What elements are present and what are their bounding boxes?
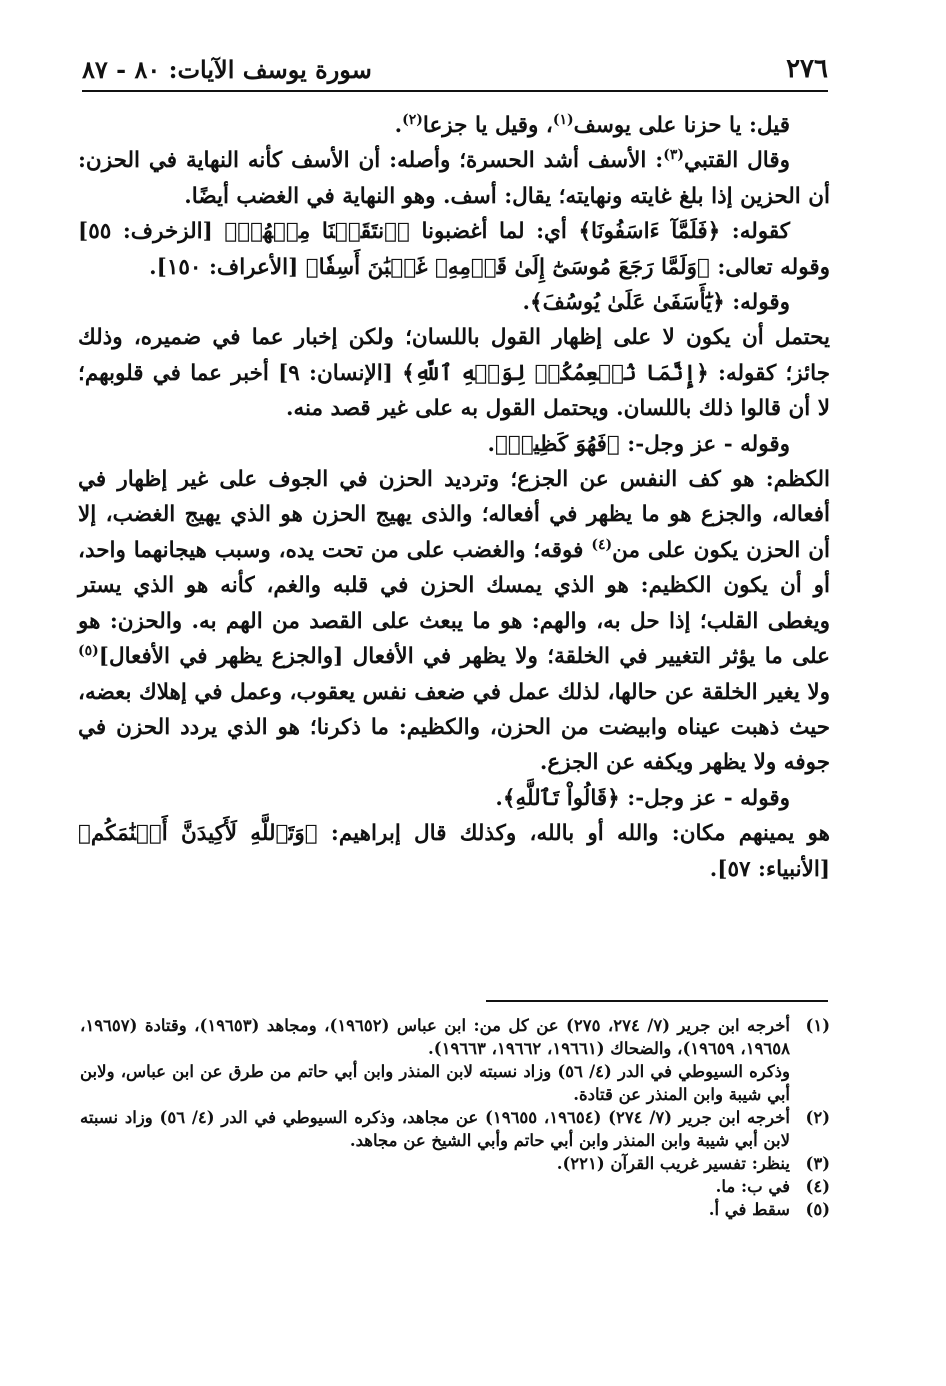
page-number: ٢٧٦ <box>786 54 828 84</box>
footnote-ref[interactable]: (٢) <box>402 111 423 128</box>
text-run: هو يمينهم مكان: والله أو بالله، وكذلك قال إبراهيم: <box>317 821 830 847</box>
paragraph <box>78 816 830 887</box>
paragraph <box>78 462 830 781</box>
text-run: . <box>394 113 403 138</box>
footnote-ref[interactable]: (١) <box>552 111 574 128</box>
text-run: [الإنسان: ٩] أخبر عما في قلوبهم؛ لا أن قالوا ذلك باللسان. ويحتمل القول به على غير قصد منه. <box>78 360 830 422</box>
quran-quote: ﴿ٱنتَقَمۡنَا مِنۡهُمۡ﴾ <box>224 219 410 245</box>
text-run: فوقه؛ والغضب على من تحت يده، وسبب هيجانهما واحد، أو أن يكون الكظيم: هو الذي يمسك الحزن في قلبه والغم، كأنه هو الذي يستر ويغطى القلب؛ إذا حل به، والهم: هو ما يبعث على القصد من الهم به. والحزن: هو على ما يؤثر التغيير في الخلقة؛ ولا يظهر في الأفعال [والجزع يظهر في الأفعال] <box>78 537 830 670</box>
footnote-ref[interactable]: (٣) <box>663 147 684 164</box>
footnote-text: في ب: ما. <box>715 1177 790 1196</box>
footnote-text: سقط في أ. <box>708 1200 790 1219</box>
footnotes <box>80 1014 830 1221</box>
footnote-number: (٣) <box>805 1154 830 1173</box>
paragraph <box>78 108 830 143</box>
footnote-number: (٢) <box>805 1108 830 1127</box>
text-run: : الأسف أشد الحسرة؛ وأصله: أن الأسف كأنه النهاية في الحزن: أن الحزين إذا بلغ غايته ونهايته؛ يقال: أسف. وهو النهاية في الغضب أيضًا. <box>78 148 830 209</box>
text-run: قيل: يا حزنا على يوسف <box>573 113 790 138</box>
quran-quote: ﴿فَهُوَ كَظِيمٞ﴾ <box>495 431 620 457</box>
footnote-ref[interactable]: (٥) <box>78 642 99 659</box>
paragraph <box>78 781 830 816</box>
quran-quote: ﴿قَالُواْ تَٱللَّهِ﴾ <box>502 785 620 811</box>
paragraph <box>78 214 830 285</box>
text-run: كقوله: <box>720 219 791 245</box>
quran-quote: ﴿وَتَٱللَّهِ لَأَكِيدَنَّ أَصۡنَٰمَكُم﴾ <box>78 821 318 847</box>
text-run: الكظم: هو كف النفس عن الجزع؛ وترديد الحزن في الجوف على غير إظهار في أفعاله، والجزع هو ما يظهر في أفعاله؛ والذى يهيج الحزن هو الذي يهيج الغضب، إلا أن الحزن يكون على من <box>78 467 830 563</box>
footnote-text: أخرجه ابن جرير (٧/ ٢٧٤) (١٩٦٥٤، ١٩٦٥٥) عن مجاهد، وذكره السيوطي في الدر (٤/ ٥٦) وزاد نسبته لابن أبي شيبة وابن المنذر وابن أبي حاتم وأبي الشيخ عن مجاهد. <box>80 1108 790 1150</box>
quran-quote: ﴿فَلَمَّآ ءَاسَفُونَا﴾ <box>578 219 721 245</box>
paragraph <box>78 285 830 320</box>
footnote-number: (٤) <box>805 1177 830 1196</box>
quran-quote: ﴿إِنَّمَا نُطۡعِمُكُمۡ لِوَجۡهِ ٱللَّهِ﴾ <box>402 360 709 386</box>
text-run: ولا يغير الخلقة عن حالها، لذلك عمل في ضعف نفس يعقوب، وعمل في إهلاك بعضه، حيث ذهبت عيناه وابيضت من الحزن، والكظيم: ما ذكرنا؛ هو الذي يردد الحزن في جوفه ولا يظهر ويكفه عن الجزع. <box>78 679 830 776</box>
text-run: . <box>495 785 503 811</box>
surah-title: سورة يوسف الآيات: ٨٠ - ٨٧ <box>82 55 372 84</box>
text-run: [الأعراف: ١٥٠]. <box>149 254 306 280</box>
text-run: ، وقيل يا جزعا <box>422 113 553 138</box>
paragraph <box>78 143 830 214</box>
footnote-ref[interactable]: (٤) <box>591 536 613 553</box>
text-run: أي: لما أغضبونا <box>409 219 579 245</box>
main-text <box>78 108 830 887</box>
footnote-continuation: وذكره السيوطي في الدر (٤/ ٥٦) وزاد نسبته لابن المنذر وابن أبي حاتم من طرق عن ابن عباس، ولابن أبي شيبة وابن المنذر عن قتادة. <box>80 1062 790 1104</box>
footnote <box>80 1106 830 1152</box>
text-run: [الزخرف: ٥٥] وقوله تعالى: <box>78 219 830 280</box>
footnote <box>80 1198 830 1221</box>
text-run: وقوله - عز وجل-: <box>619 431 790 457</box>
text-run: [الأنبياء: ٥٧]. <box>709 856 830 882</box>
text-run: وقال القتبي <box>683 148 790 174</box>
footnote-text: ينظر: تفسير غريب القرآن (٢٢١). <box>556 1154 790 1173</box>
text-run: . <box>487 431 496 457</box>
footnote <box>80 1152 830 1175</box>
text-run: يحتمل أن يكون لا على إظهار القول باللسان؛ ولكن إخبار عما في ضميره، وذلك جائز؛ كقوله: <box>78 325 830 386</box>
paragraph <box>78 320 830 426</box>
footnote-number: (٥) <box>805 1200 830 1219</box>
text-run: وقوله: <box>724 290 790 316</box>
quran-quote: ﴿وَلَمَّا رَجَعَ مُوسَىٰٓ إِلَىٰ قَوۡمِهِۦ غَضۡبَٰنَ أَسِفٗا﴾ <box>305 254 710 280</box>
footnote <box>80 1014 830 1060</box>
footnote-text: أخرجه ابن جرير (٧/ ٢٧٤، ٢٧٥) عن كل من: ابن عباس (١٩٦٥٢)، ومجاهد (١٩٦٥٣)، وقتادة (١٩٦٥٧، ١٩٦٥٨، ١٩٦٥٩)، والضحاك (١٩٦٦١، ١٩٦٦٢، ١٩٦٦٣). <box>80 1016 790 1058</box>
running-header <box>82 44 828 92</box>
quran-quote: ﴿يَٰٓأَسَفَىٰ عَلَىٰ يُوسُفَ﴾ <box>529 290 725 316</box>
text-run: . <box>522 290 530 316</box>
footnote <box>80 1175 830 1198</box>
paragraph <box>78 427 830 462</box>
footnote-number: (١) <box>805 1016 830 1035</box>
footnote-divider <box>486 1000 828 1002</box>
text-run: وقوله - عز وجل-: <box>619 785 790 811</box>
